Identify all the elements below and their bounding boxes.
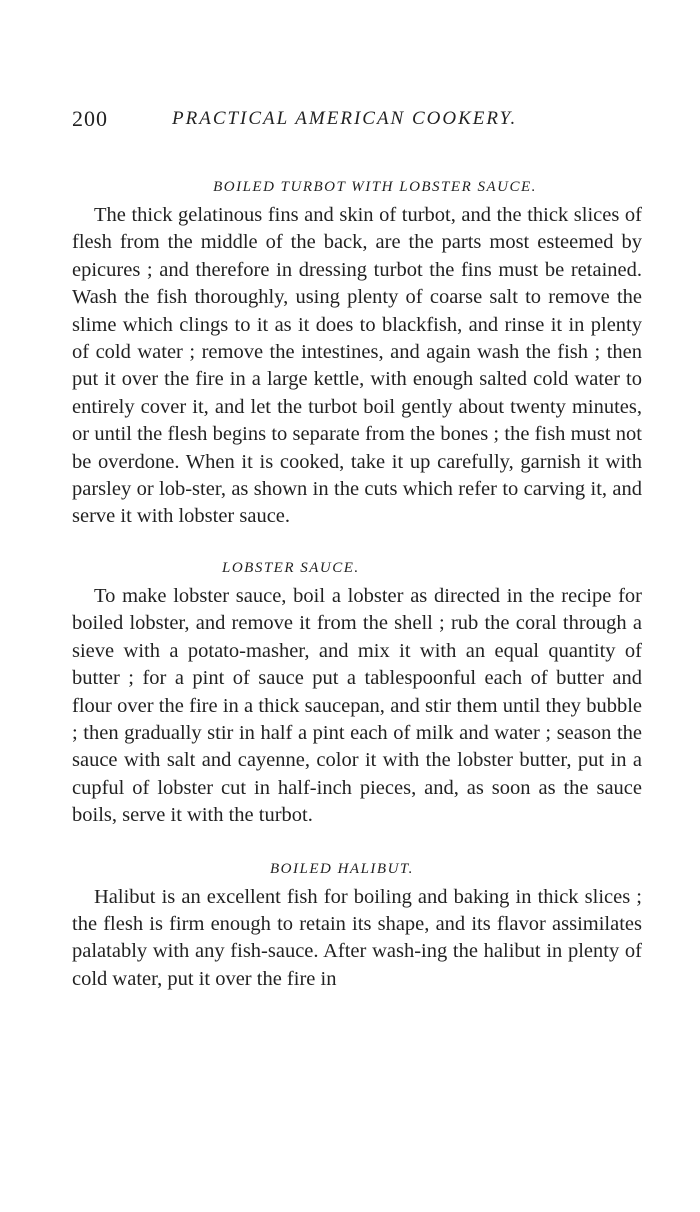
section-heading-boiled-turbot: BOILED TURBOT WITH LOBSTER SAUCE.: [213, 179, 537, 195]
section-heading-boiled-halibut: BOILED HALIBUT.: [270, 860, 414, 877]
page-number: 200: [72, 106, 108, 131]
running-head: [72, 104, 642, 134]
paragraph-boiled-turbot: The thick gelatinous fins and skin of turbot, and the thick slices of flesh from the middle of the back, are the parts most esteemed by epicures ; and therefore in dressing turbot the fins must be retained. Wash the fish thoroughly, using plenty of coarse salt to remove the slime which clings to it as it does to blackfish, and rinse it in plenty of cold water ; remove the intestines, and again wash the fish ; then put it over the fire in a large kettle, with enough salted cold water to entirely cover it, and let the turbot boil gently about twenty minutes, or until the flesh begins to separate from the bones ; the fish must not be overdone. When it is cooked, take it up carefully, garnish it with parsley or lob-ster, as shown in the cuts which refer to carving it, and serve it with lobster sauce.: [72, 204, 642, 528]
page-content: [72, 172, 642, 993]
paragraph-boiled-halibut: Halibut is an excellent fish for boiling and baking in thick slices ; the flesh is firm enough to retain its shape, and its flavor assimilates palatably with any fish-sauce. After wash-ing the halibut in plenty of cold water, put it over the fire in: [72, 885, 642, 990]
section-heading-lobster-sauce: LOBSTER SAUCE.: [222, 559, 360, 576]
running-title: PRACTICAL AMERICAN COOKERY.: [172, 108, 518, 129]
paragraph-lobster-sauce: To make lobster sauce, boil a lobster as directed in the recipe for boiled lobster, and remove it from the shell ; rub the coral through a sieve with a potato-masher, and mix it with an equal quantity of butter ; for a pint of sauce put a tablespoonful each of butter and flour over the fire in a thick saucepan, and stir them until they bubble ; then gradually stir in half a pint each of milk and water ; season the sauce with salt and cayenne, color it with the lobster butter, put in a cupful of lobster cut in half-inch pieces, and, as soon as the sauce boils, serve it with the turbot.: [72, 584, 642, 827]
